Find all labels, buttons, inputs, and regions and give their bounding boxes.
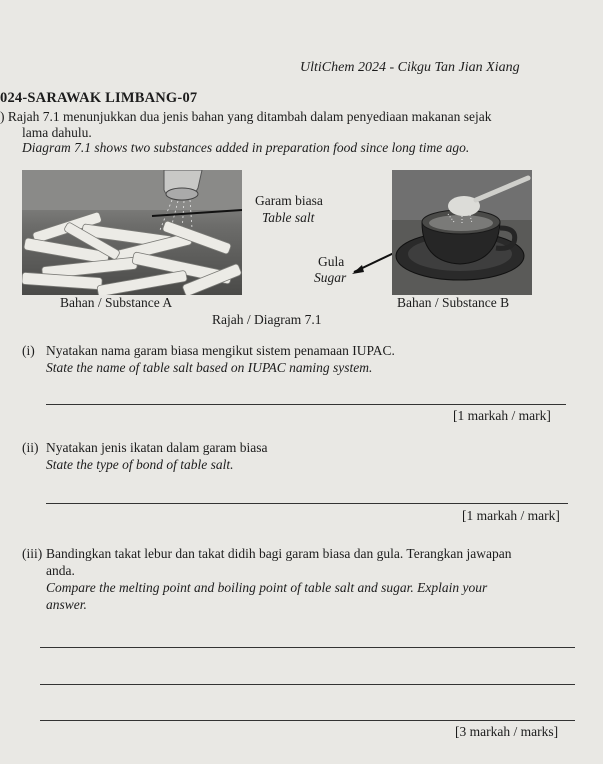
caption-substance-a: Bahan / Substance A — [60, 295, 173, 310]
part-iii-text-ms-line2: anda. — [46, 563, 75, 578]
page-header: UltiChem 2024 - Cikgu Tan Jian Xiang — [300, 60, 520, 75]
part-iii-number: (iii) — [22, 546, 43, 561]
diagram-title: Rajah / Diagram 7.1 — [212, 312, 322, 327]
question-intro-en: Diagram 7.1 shows two substances added in preparation food since long time ago. — [22, 140, 470, 155]
label-gula: Gula — [318, 254, 345, 269]
part-iii-answer-line-3[interactable] — [40, 720, 575, 721]
part-i-text-ms: Nyatakan nama garam biasa mengikut sistem penamaan IUPAC. — [46, 343, 395, 358]
part-iii-text-en-line1: Compare the melting point and boiling point of table salt and sugar. Explain your — [46, 580, 488, 595]
part-ii-number: (ii) — [22, 440, 39, 455]
part-ii-text-ms: Nyatakan jenis ikatan dalam garam biasa — [46, 440, 268, 455]
question-intro-ms-line2: lama dahulu. — [22, 125, 92, 140]
part-iii-answer-line-2[interactable] — [40, 684, 575, 685]
part-i-marks: [1 markah / mark] — [453, 408, 551, 423]
part-ii-answer-line[interactable] — [46, 503, 568, 504]
label-garam-biasa: Garam biasa — [255, 193, 323, 208]
part-iii-answer-line-1[interactable] — [40, 647, 575, 648]
part-i-answer-line[interactable] — [46, 404, 566, 405]
part-i-text-en: State the name of table salt based on IUPAC naming system. — [46, 360, 373, 375]
part-i-number: (i) — [22, 343, 35, 358]
caption-substance-b: Bahan / Substance B — [397, 295, 510, 310]
question-source: 024-SARAWAK LIMBANG-07 — [0, 90, 198, 106]
part-iii-text-en-line2: answer. — [46, 597, 87, 612]
question-intro-ms — [0, 109, 590, 141]
part-ii-text-en: State the type of bond of table salt. — [46, 457, 234, 472]
sugar-cup-image — [392, 170, 532, 295]
substance-a-photo — [22, 170, 242, 295]
part-iii-marks: [3 markah / marks] — [455, 724, 559, 739]
label-sugar: Sugar — [314, 270, 347, 285]
fries-image — [22, 170, 242, 295]
label-table-salt: Table salt — [262, 210, 315, 225]
part-ii-marks: [1 markah / mark] — [462, 508, 560, 523]
question-intro-ms-line1: ) Rajah 7.1 menunjukkan dua jenis bahan yang ditambah dalam penyediaan makanan sejak — [0, 109, 492, 124]
part-iii-text-ms-line1: Bandingkan takat lebur dan takat didih bagi garam biasa dan gula. Terangkan jawapan — [46, 546, 512, 561]
substance-b-photo — [392, 170, 532, 295]
